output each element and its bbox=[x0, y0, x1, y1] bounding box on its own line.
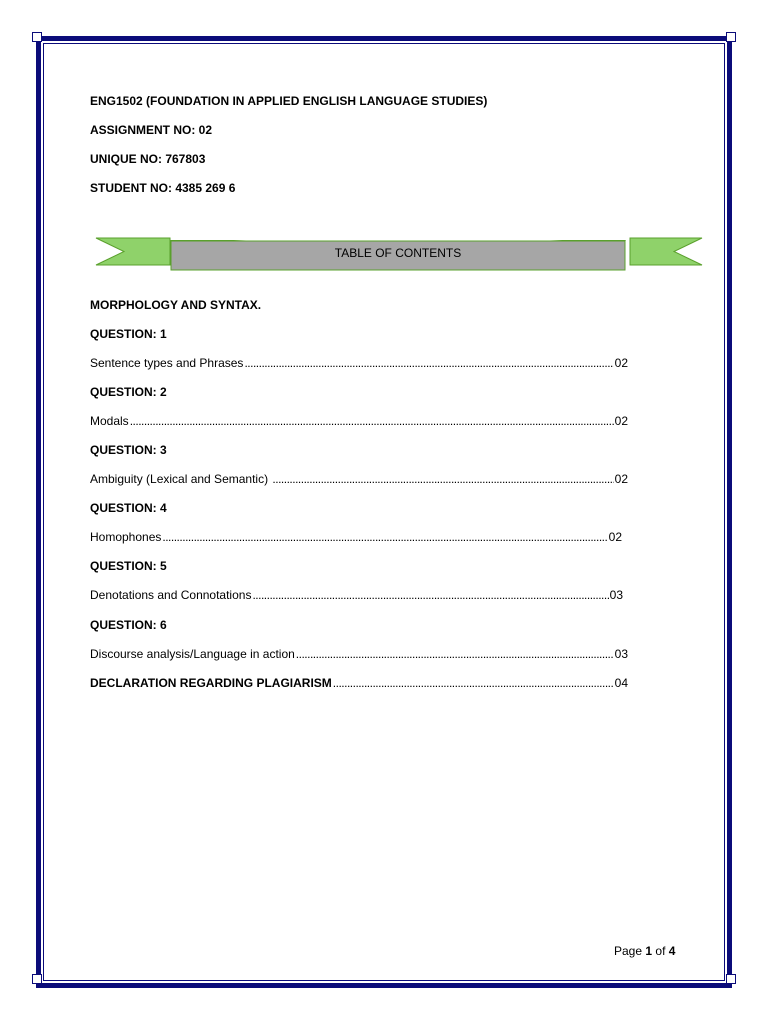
toc-leader-dots bbox=[244, 356, 613, 370]
toc-question-1: QUESTION: 1 bbox=[90, 327, 167, 341]
border-corner-top-right bbox=[726, 32, 736, 42]
toc-entry-3[interactable] bbox=[90, 472, 628, 486]
toc-page-number: 02 bbox=[614, 472, 628, 486]
banner-ribbon-right bbox=[630, 238, 702, 265]
toc-entry-label: Discourse analysis/Language in action bbox=[90, 647, 295, 661]
toc-entry-2[interactable] bbox=[90, 414, 628, 428]
page-number-footer bbox=[614, 944, 675, 958]
of-word: of bbox=[655, 944, 666, 958]
toc-entry-label: Sentence types and Phrases bbox=[90, 356, 244, 370]
border-corner-bottom-right bbox=[726, 974, 736, 984]
total-pages: 4 bbox=[668, 944, 676, 958]
toc-entry-6[interactable] bbox=[90, 647, 628, 661]
toc-page-number: 04 bbox=[614, 676, 628, 690]
assignment-number: ASSIGNMENT NO: 02 bbox=[90, 123, 213, 137]
toc-entry-label: Homophones bbox=[90, 530, 162, 544]
toc-question-2: QUESTION: 2 bbox=[90, 385, 167, 399]
toc-page-number: 03 bbox=[614, 647, 628, 661]
border-corner-top-left bbox=[32, 32, 42, 42]
toc-question-6: QUESTION: 6 bbox=[90, 618, 167, 632]
toc-leader-dots bbox=[252, 588, 608, 602]
toc-page-number: 02 bbox=[614, 414, 628, 428]
page-word: Page bbox=[614, 944, 643, 958]
toc-entry-4[interactable] bbox=[90, 530, 622, 544]
unique-number: UNIQUE NO: 767803 bbox=[90, 152, 206, 166]
banner-ribbon-left bbox=[96, 238, 170, 265]
toc-entry-1[interactable] bbox=[90, 356, 628, 370]
toc-question-5: QUESTION: 5 bbox=[90, 559, 167, 573]
toc-entry-label: Modals bbox=[90, 414, 129, 428]
current-page: 1 bbox=[645, 944, 653, 958]
toc-question-4: QUESTION: 4 bbox=[90, 501, 167, 515]
toc-leader-dots bbox=[272, 472, 613, 486]
toc-page-number: 02 bbox=[608, 530, 622, 544]
toc-page-number: 02 bbox=[614, 356, 628, 370]
course-title: ENG1502 (FOUNDATION IN APPLIED ENGLISH LANGUAGE STUDIES) bbox=[90, 94, 488, 108]
toc-entry-label: Denotations and Connotations bbox=[90, 588, 252, 602]
toc-entry-declaration[interactable] bbox=[90, 676, 628, 690]
toc-entry-5[interactable] bbox=[90, 588, 623, 602]
toc-leader-dots bbox=[296, 647, 614, 661]
toc-page-number: 03 bbox=[609, 588, 623, 602]
section-title: MORPHOLOGY AND SYNTAX. bbox=[90, 298, 262, 312]
toc-title: TABLE OF CONTENTS bbox=[334, 246, 462, 260]
border-corner-bottom-left bbox=[32, 974, 42, 984]
toc-entry-label: DECLARATION REGARDING PLAGIARISM bbox=[90, 676, 332, 690]
toc-entry-label: Ambiguity (Lexical and Semantic) bbox=[90, 472, 272, 486]
toc-question-3: QUESTION: 3 bbox=[90, 443, 167, 457]
toc-leader-dots bbox=[162, 530, 607, 544]
toc-leader-dots bbox=[333, 676, 614, 690]
student-number: STUDENT NO: 4385 269 6 bbox=[90, 181, 236, 195]
toc-leader-dots bbox=[130, 414, 614, 428]
